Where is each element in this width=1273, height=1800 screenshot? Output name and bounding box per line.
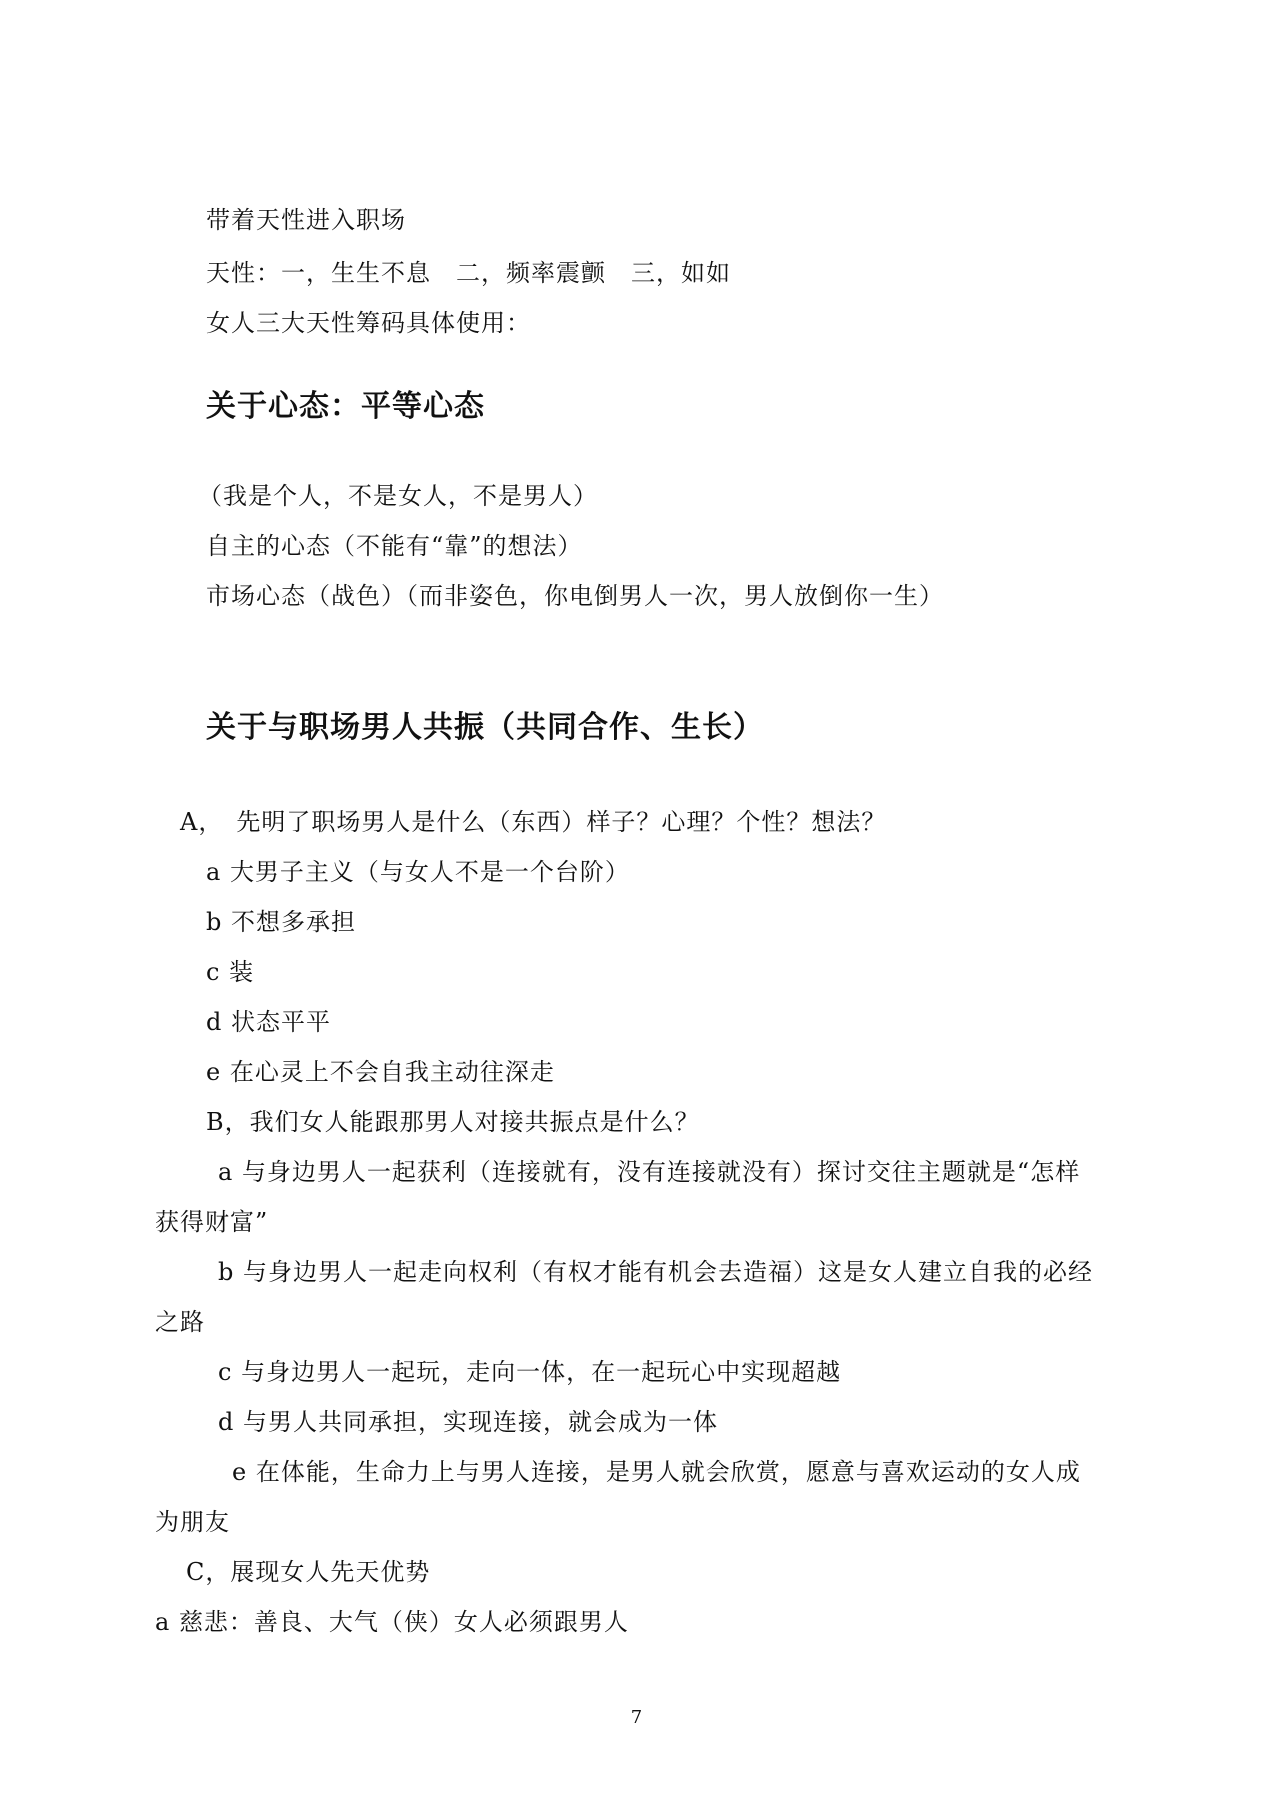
part-a-item-d: d 状态平平 [206, 1008, 331, 1036]
mindset-line-1: （我是个人，不是女人，不是男人） [198, 482, 598, 510]
part-b-item-b-line-1: b 与身边男人一起走向权利（有权才能有机会去造福）这是女人建立自我的必经 [218, 1258, 1093, 1286]
section-heading-mindset: 关于心态：平等心态 [206, 389, 485, 424]
part-b-item-a-line-2: 获得财富” [155, 1208, 269, 1236]
mindset-line-3: 市场心态（战色）（而非姿色，你电倒男人一次，男人放倒你一生） [206, 582, 944, 610]
part-c-title: C，展现女人先天优势 [186, 1558, 431, 1586]
part-b-item-d: d 与男人共同承担，实现连接，就会成为一体 [218, 1408, 718, 1436]
part-b-title: B，我们女人能跟那男人对接共振点是什么？ [206, 1108, 700, 1136]
part-b-item-e-line-1: e 在体能，生命力上与男人连接，是男人就会欣赏，愿意与喜欢运动的女人成 [232, 1458, 1081, 1486]
part-c-item-a: a 慈悲：善良、大气（侠）女人必须跟男人 [155, 1608, 629, 1636]
part-a-item-e: e 在心灵上不会自我主动往深走 [206, 1058, 555, 1086]
intro-line-3: 女人三大天性筹码具体使用： [206, 309, 531, 337]
mindset-line-2: 自主的心态（不能有“靠”的想法） [206, 532, 583, 560]
part-a-item-a: a 大男子主义（与女人不是一个台阶） [206, 858, 630, 886]
section-heading-resonance: 关于与职场男人共振（共同合作、生长） [206, 710, 764, 745]
part-b-item-b-line-2: 之路 [155, 1308, 205, 1336]
part-b-item-a-line-1: a 与身边男人一起获利（连接就有，没有连接就没有）探讨交往主题就是“怎样 [218, 1158, 1081, 1186]
intro-line-1: 带着天性进入职场 [206, 206, 406, 234]
part-b-item-e-line-2: 为朋友 [155, 1508, 230, 1536]
part-a-item-b: b 不想多承担 [206, 908, 356, 936]
intro-line-2: 天性：一，生生不息 二，频率震颤 三，如如 [206, 259, 731, 287]
part-a-item-c: c 装 [206, 958, 255, 986]
part-a-title: A， 先明了职场男人是什么（东西）样子？心理？个性？想法？ [180, 808, 887, 836]
part-b-item-c: c 与身边男人一起玩，走向一体，在一起玩心中实现超越 [218, 1358, 842, 1386]
page-number: 7 [630, 1707, 643, 1728]
